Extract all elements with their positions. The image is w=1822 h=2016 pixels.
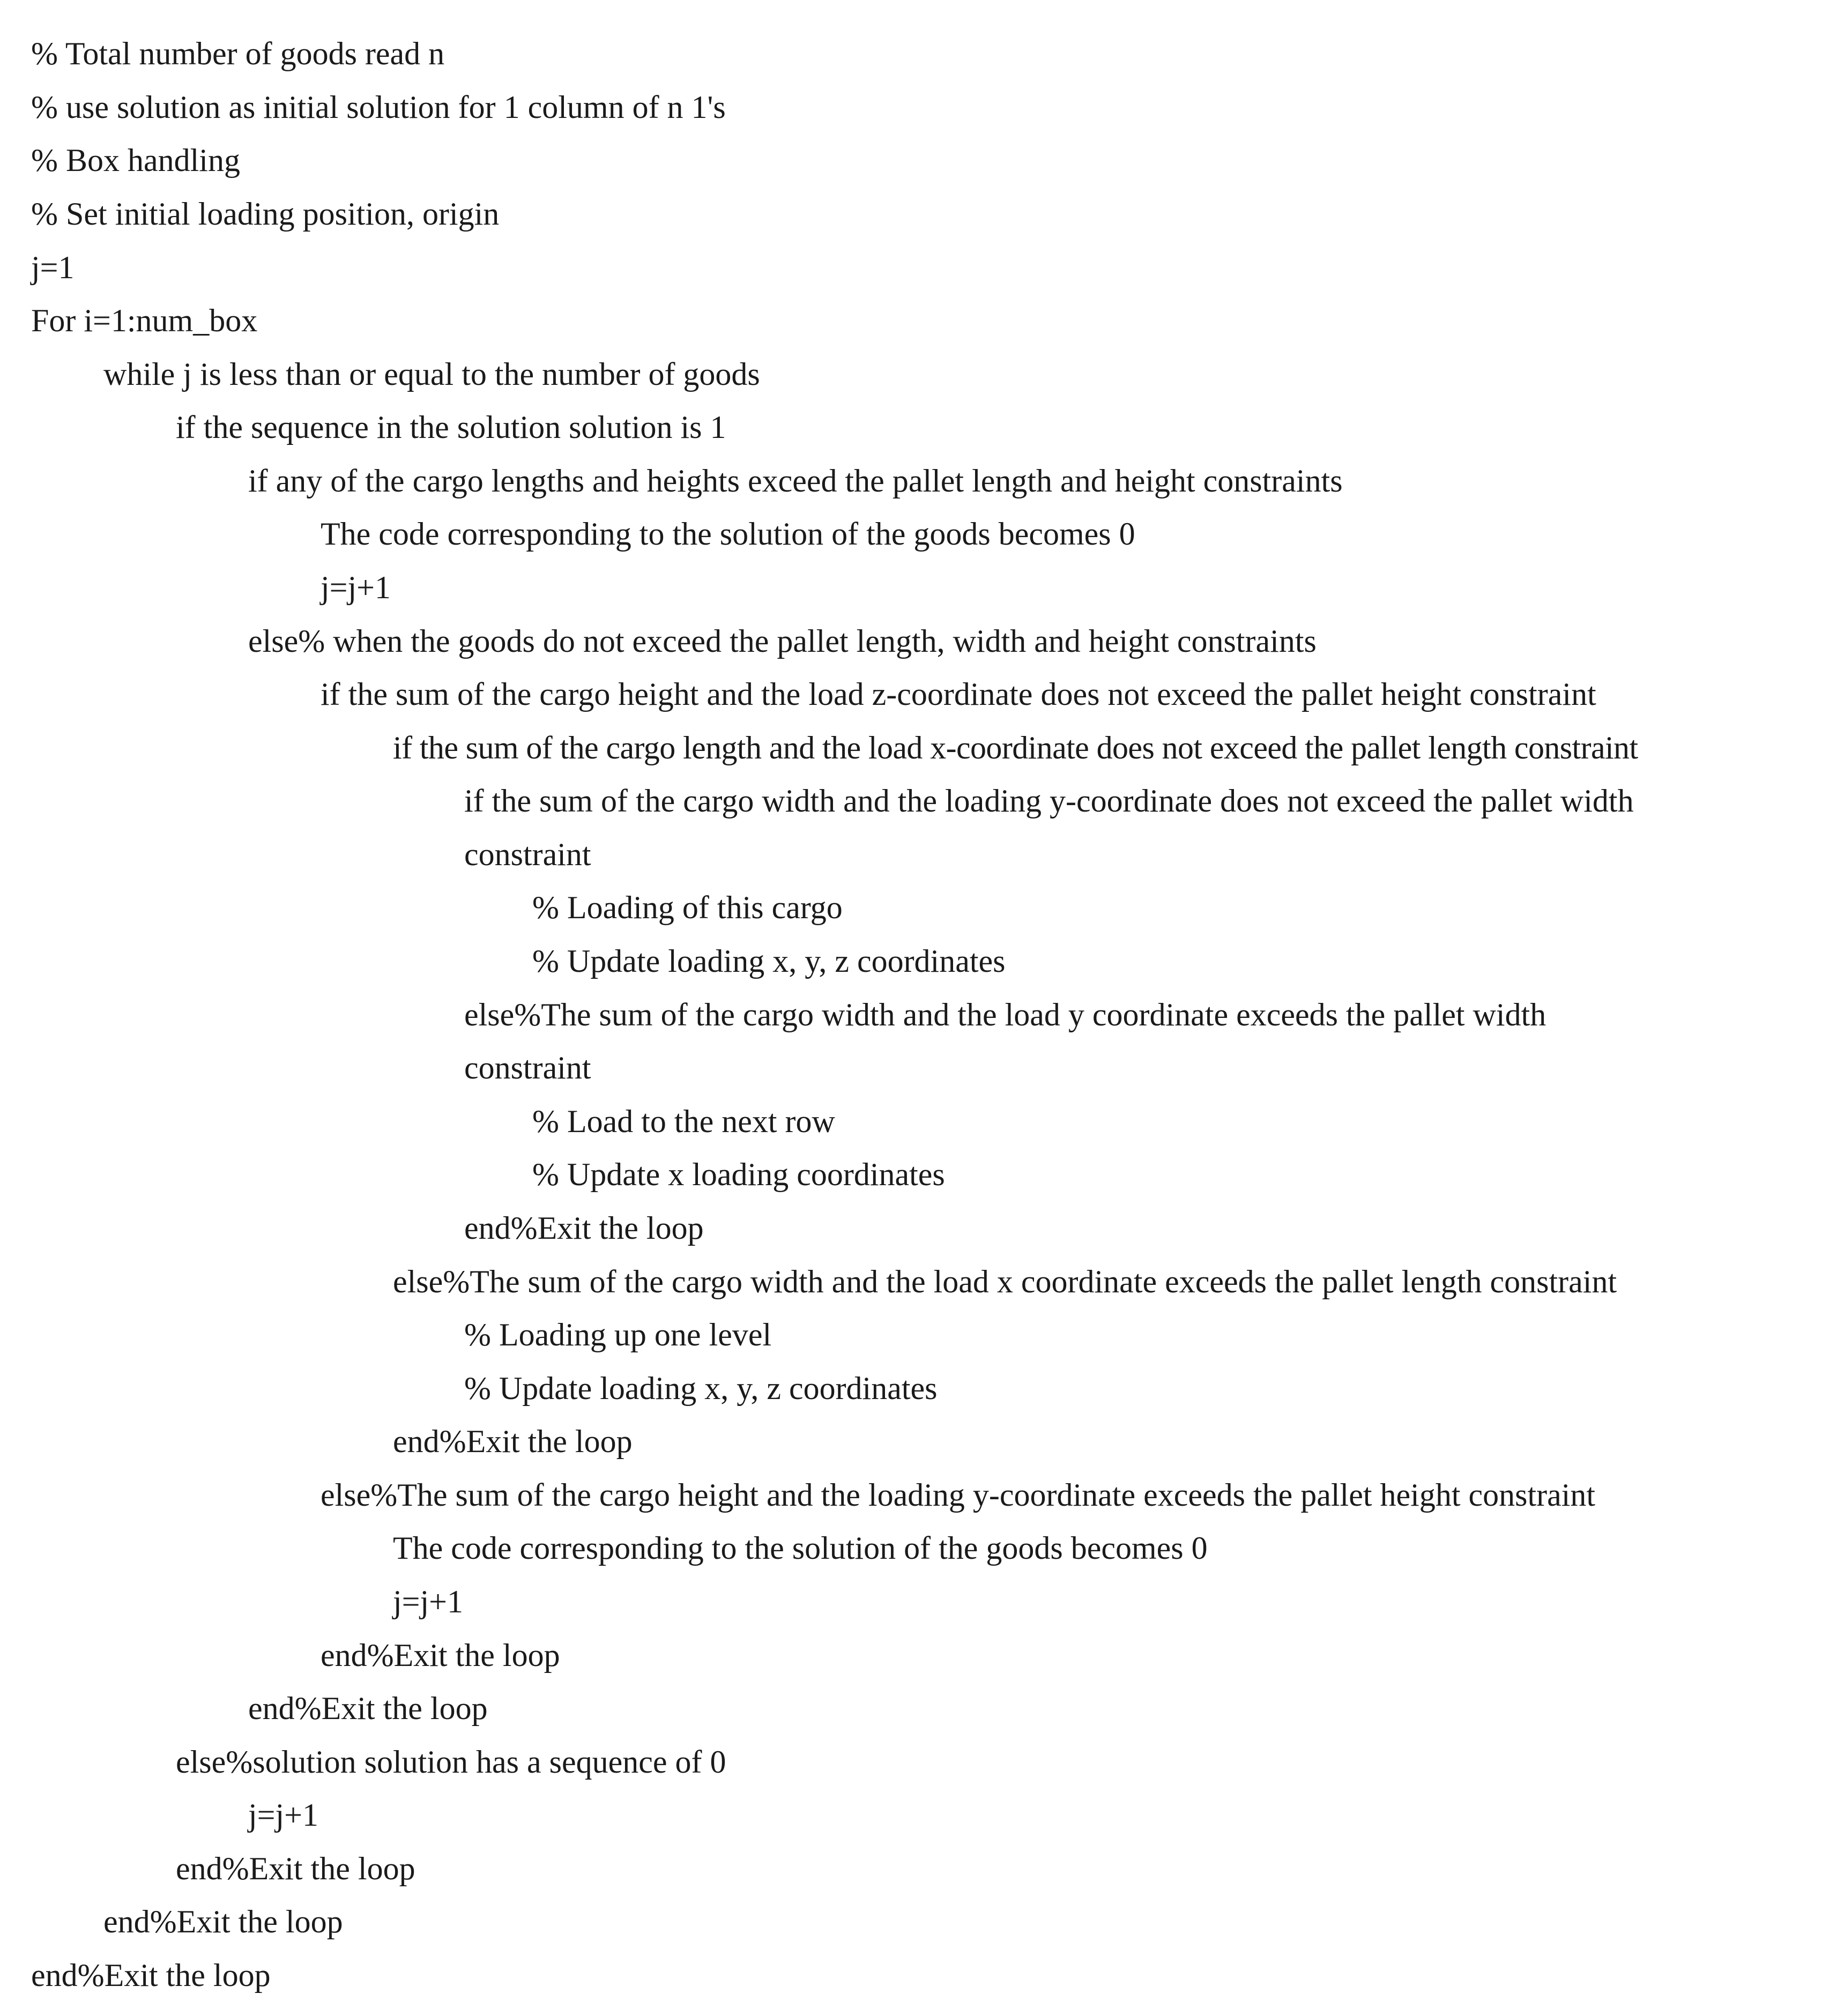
code-line: if the sequence in the solution solution is 1 — [176, 410, 726, 445]
code-line: if any of the cargo lengths and heights exceed the pallet length and height constraints — [248, 463, 1343, 499]
code-line: The code corresponding to the solution of the goods becomes 0 — [321, 516, 1135, 552]
code-line: if the sum of the cargo length and the load x-coordinate does not exceed the pallet length constraint — [393, 730, 1638, 765]
code-line: end%Exit the loop — [321, 1638, 560, 1673]
code-line: while j is less than or equal to the number of goods — [103, 356, 760, 392]
code-line: % Box handling — [31, 143, 240, 178]
code-line: if the sum of the cargo width and the loading y-coordinate does not exceed the pallet width — [464, 783, 1634, 819]
code-line: % Total number of goods read n — [31, 36, 445, 71]
code-line: % Update loading x, y, z coordinates — [464, 1371, 938, 1406]
code-line: % use solution as initial solution for 1 column of n 1's — [31, 90, 726, 125]
code-line: else%The sum of the cargo width and the load x coordinate exceeds the pallet length constraint — [393, 1264, 1617, 1299]
code-line: else%The sum of the cargo width and the load y coordinate exceeds the pallet width — [464, 997, 1546, 1032]
code-line: if the sum of the cargo height and the load z-coordinate does not exceed the pallet height constraint — [321, 676, 1596, 712]
code-line: end%Exit the loop — [103, 1904, 343, 1939]
code-line: % Update loading x, y, z coordinates — [532, 943, 1006, 979]
code-line: end%Exit the loop — [393, 1424, 633, 1459]
code-line: For i=1:num_box — [31, 303, 258, 338]
code-line: constraint — [464, 1050, 591, 1085]
code-line: % Loading of this cargo — [532, 890, 843, 925]
code-line: j=j+1 — [321, 570, 391, 605]
code-line: end%Exit the loop — [176, 1851, 415, 1886]
code-line: % Update x loading coordinates — [532, 1157, 945, 1192]
code-line: % Loading up one level — [464, 1317, 772, 1352]
code-line: else%solution solution has a sequence of 0 — [176, 1744, 726, 1780]
code-line: j=j+1 — [393, 1584, 464, 1619]
code-line: constraint — [464, 837, 591, 872]
code-line: else%The sum of the cargo height and the loading y-coordinate exceeds the pallet height constraint — [321, 1477, 1596, 1513]
code-line: end%Exit the loop — [248, 1691, 488, 1726]
code-line: j=j+1 — [248, 1797, 319, 1833]
code-line: % Set initial loading position, origin — [31, 196, 500, 232]
code-line: else% when the goods do not exceed the pallet length, width and height constraints — [248, 623, 1317, 659]
code-line: % Load to the next row — [532, 1104, 835, 1139]
code-line: end%Exit the loop — [464, 1210, 704, 1246]
code-line: j=1 — [31, 250, 75, 285]
code-line: end%Exit the loop — [31, 1958, 271, 1993]
code-line: The code corresponding to the solution of the goods becomes 0 — [393, 1530, 1208, 1566]
